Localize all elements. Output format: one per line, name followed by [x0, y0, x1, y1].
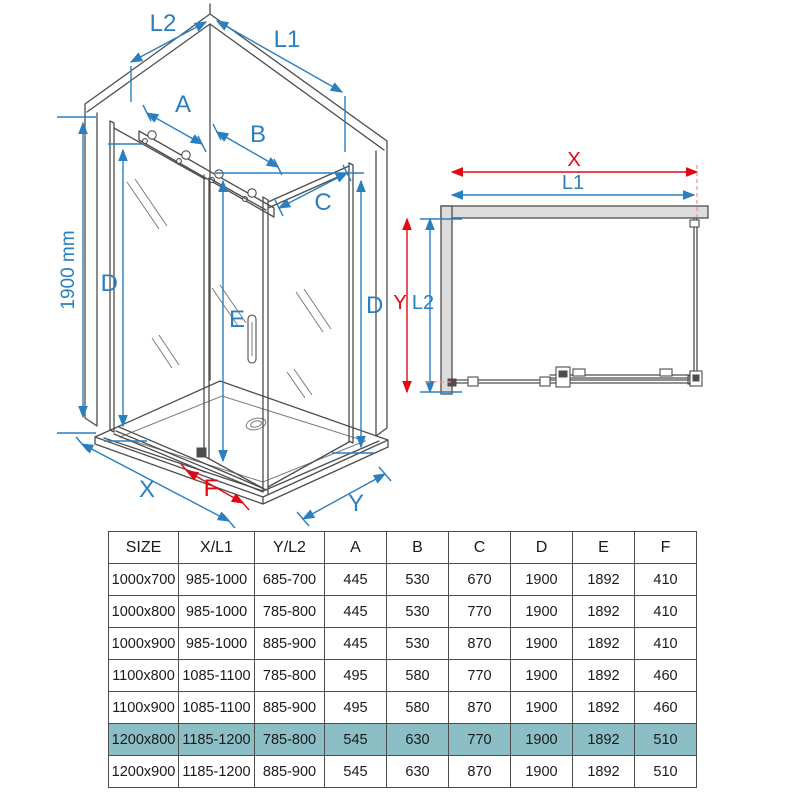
table-header-d: D	[511, 532, 573, 564]
table-cell: 785-800	[255, 660, 325, 692]
table-cell: 1000x700	[109, 564, 179, 596]
table-cell: 580	[387, 692, 449, 724]
table-cell: 495	[325, 692, 387, 724]
table-cell: 410	[635, 596, 697, 628]
table-header-a: A	[325, 532, 387, 564]
table-row-highlighted	[109, 724, 697, 756]
table-header-xl1: X/L1	[179, 532, 255, 564]
plan-walls	[441, 206, 708, 394]
table-cell: 1900	[511, 660, 573, 692]
plan-dim-label-y: Y	[393, 292, 407, 314]
corner-post	[263, 197, 268, 494]
table-cell: 510	[635, 756, 697, 788]
iso-dim-label-e: E	[229, 306, 246, 333]
table-cell: 445	[325, 564, 387, 596]
table-cell: 770	[449, 724, 511, 756]
table-row	[109, 564, 697, 596]
table-cell: 495	[325, 660, 387, 692]
table-cell: 1892	[573, 692, 635, 724]
table-cell: 545	[325, 724, 387, 756]
table-cell: 445	[325, 596, 387, 628]
size-table-body	[109, 564, 697, 788]
iso-dim-label-f: F	[203, 475, 219, 502]
table-cell: 1185-1200	[179, 756, 255, 788]
table-cell: 1000x800	[109, 596, 179, 628]
iso-dim-label-b: B	[249, 121, 267, 148]
table-header-row	[109, 532, 697, 564]
table-cell: 685-700	[255, 564, 325, 596]
table-cell: 670	[449, 564, 511, 596]
table-cell: 630	[387, 756, 449, 788]
table-cell: 1892	[573, 596, 635, 628]
table-cell: 530	[387, 596, 449, 628]
iso-dim-label-a: A	[174, 91, 192, 118]
size-table-container	[108, 531, 697, 788]
plan-dim-label-l2: L2	[411, 292, 435, 314]
door-guide	[197, 448, 206, 457]
table-cell: 985-1000	[179, 564, 255, 596]
size-table	[108, 531, 697, 788]
table-cell: 885-900	[255, 628, 325, 660]
table-row	[109, 756, 697, 788]
iso-dim-label-l2: L2	[149, 10, 177, 37]
table-cell: 870	[449, 628, 511, 660]
table-cell: 1900	[511, 596, 573, 628]
table-cell: 460	[635, 660, 697, 692]
table-row	[109, 596, 697, 628]
table-row	[109, 692, 697, 724]
table-cell: 1185-1200	[179, 724, 255, 756]
table-cell: 1892	[573, 564, 635, 596]
iso-dim-label-d-left: D	[100, 270, 118, 297]
iso-dim-label-height: 1900 mm	[58, 230, 79, 310]
table-cell: 870	[449, 756, 511, 788]
table-cell: 1900	[511, 628, 573, 660]
table-cell: 770	[449, 596, 511, 628]
table-cell: 1900	[511, 756, 573, 788]
iso-dim-label-l1: L1	[273, 26, 301, 53]
table-cell: 530	[387, 628, 449, 660]
table-cell: 1200x800	[109, 724, 179, 756]
table-cell: 885-900	[255, 756, 325, 788]
table-cell: 1100x900	[109, 692, 179, 724]
plan-view-diagram	[390, 125, 800, 415]
plan-dim-label-x: X	[567, 149, 581, 171]
table-header-yl2: Y/L2	[255, 532, 325, 564]
plan-glass	[448, 219, 702, 387]
table-cell: 445	[325, 628, 387, 660]
iso-dim-label-d-right: D	[366, 292, 384, 319]
table-cell: 1900	[511, 724, 573, 756]
table-header-f: F	[635, 532, 697, 564]
table-cell: 785-800	[255, 724, 325, 756]
table-cell: 1100x800	[109, 660, 179, 692]
table-header-size: SIZE	[109, 532, 179, 564]
table-cell: 545	[325, 756, 387, 788]
table-cell: 460	[635, 692, 697, 724]
plan-dimensions	[393, 149, 697, 392]
table-header-c: C	[449, 532, 511, 564]
table-cell: 1892	[573, 756, 635, 788]
table-cell: 530	[387, 564, 449, 596]
table-cell: 1000x900	[109, 628, 179, 660]
table-cell: 885-900	[255, 692, 325, 724]
table-cell: 630	[387, 724, 449, 756]
iso-dim-label-x: X	[138, 476, 156, 503]
table-cell: 1085-1100	[179, 660, 255, 692]
table-cell: 410	[635, 628, 697, 660]
table-cell: 510	[635, 724, 697, 756]
table-row	[109, 660, 697, 692]
table-cell: 985-1000	[179, 596, 255, 628]
table-cell: 870	[449, 692, 511, 724]
table-cell: 1892	[573, 724, 635, 756]
plan-dim-label-l1: L1	[561, 172, 585, 194]
table-cell: 985-1000	[179, 628, 255, 660]
table-cell: 770	[449, 660, 511, 692]
table-cell: 1892	[573, 660, 635, 692]
table-header-b: B	[387, 532, 449, 564]
iso-dim-label-y: Y	[347, 490, 365, 517]
table-cell: 1892	[573, 628, 635, 660]
table-cell: 1200x900	[109, 756, 179, 788]
isometric-diagram	[0, 0, 410, 530]
drain	[245, 416, 267, 432]
table-header-e: E	[573, 532, 635, 564]
table-row	[109, 628, 697, 660]
iso-dim-label-c: C	[314, 189, 332, 216]
table-cell: 785-800	[255, 596, 325, 628]
table-cell: 410	[635, 564, 697, 596]
table-cell: 1900	[511, 692, 573, 724]
table-cell: 580	[387, 660, 449, 692]
table-cell: 1900	[511, 564, 573, 596]
table-cell: 1085-1100	[179, 692, 255, 724]
glass-hatches	[127, 179, 331, 398]
